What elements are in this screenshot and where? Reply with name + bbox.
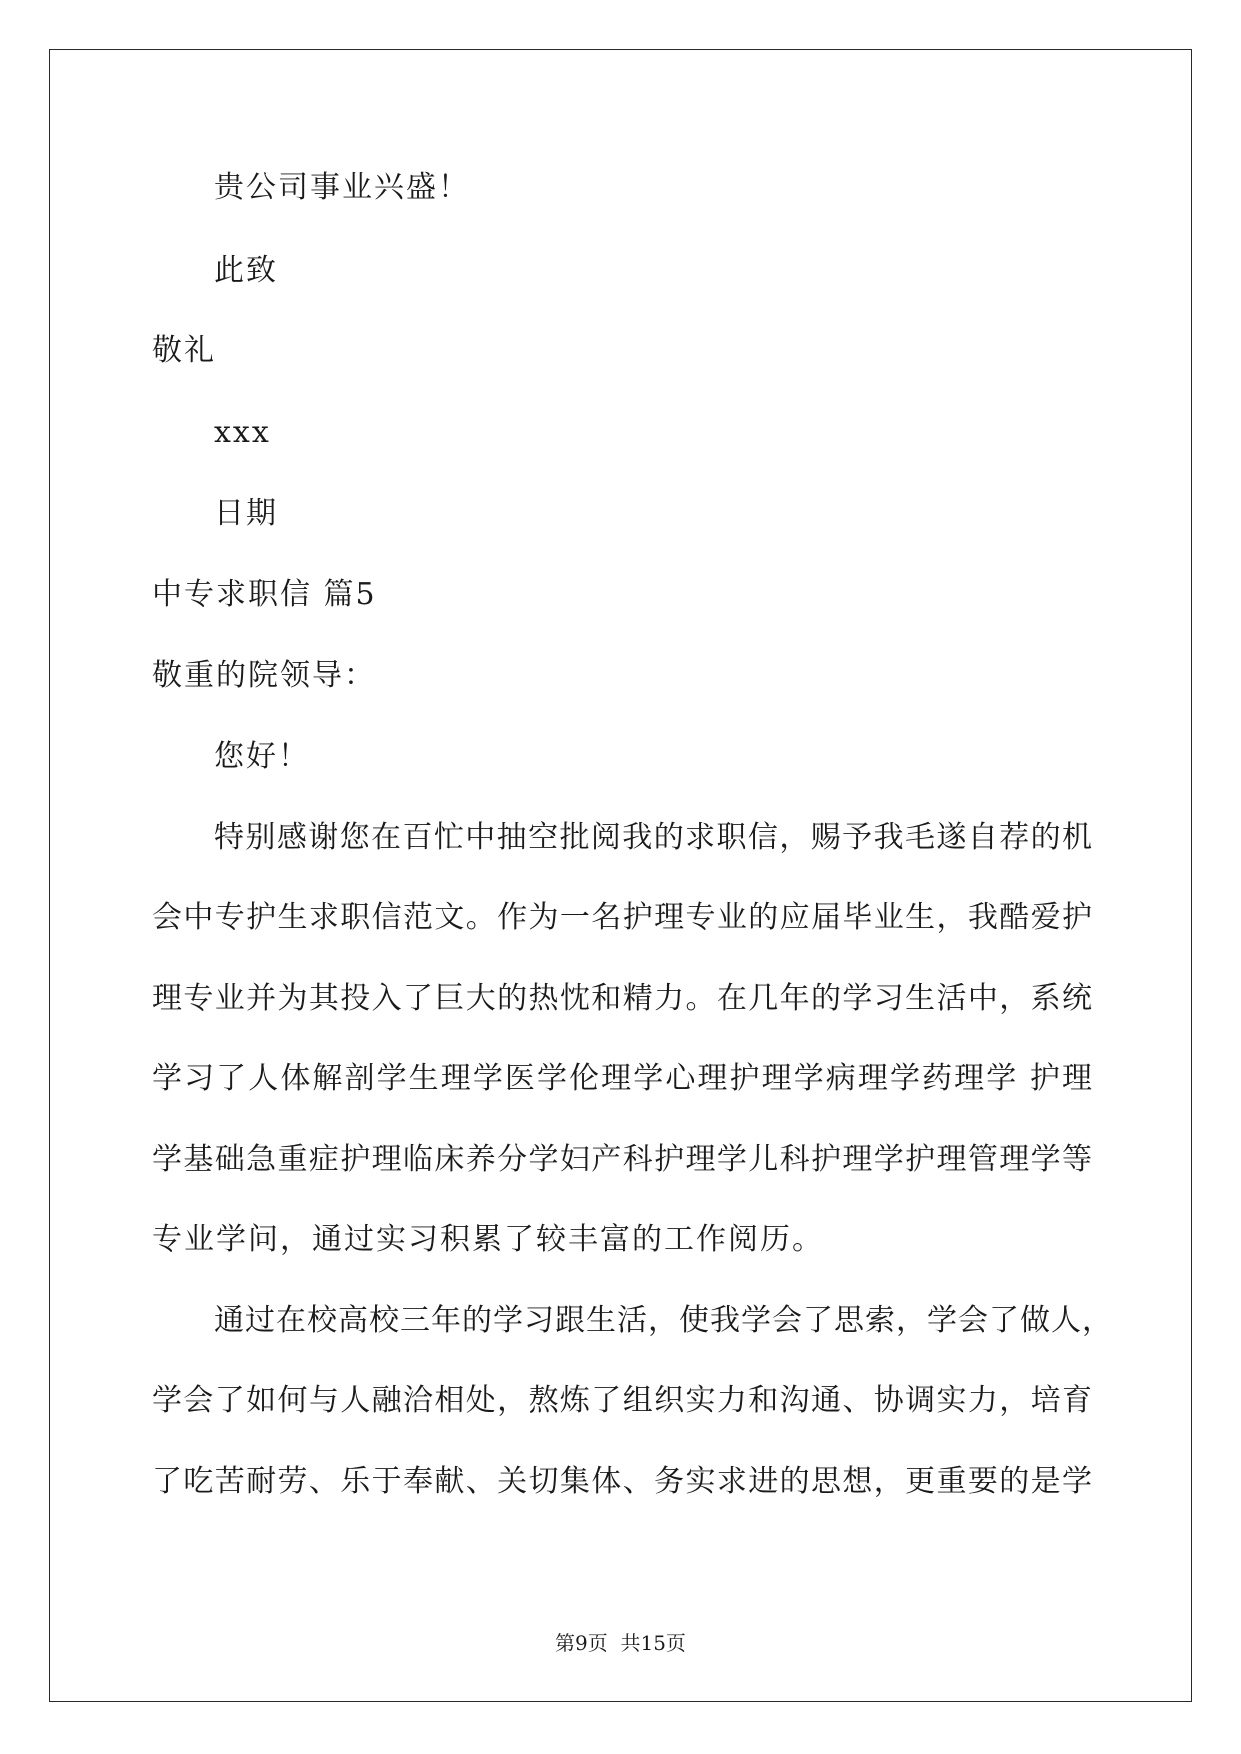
salutation-jingli: 敬礼 [152, 333, 216, 368]
paragraph-line: 通过在校高校三年的学习跟生活，使我学会了思索，学会了做人， [214, 1303, 1112, 1338]
letter-greeting: 敬重的院领导： [152, 658, 376, 693]
paragraph-line: 学习了人体解剖学生理学医学伦理学心理护理学病理学药理学 护理 [152, 1061, 1092, 1096]
letter-hello: 您好！ [214, 739, 310, 774]
paragraph-line: 会中专护生求职信范文。作为一名护理专业的应届毕业生，我酷爱护 [152, 900, 1092, 935]
paragraph-line: 理专业并为其投入了巨大的热忱和精力。在几年的学习生活中，系统 [152, 981, 1092, 1016]
paragraph-line: 学会了如何与人融洽相处，熬炼了组织实力和沟通、协调实力，培育 [152, 1383, 1092, 1418]
paragraph-line: 了吃苦耐劳、乐于奉献、关切集体、务实求进的思想，更重要的是学 [152, 1464, 1092, 1499]
paragraph-line: 特别感谢您在百忙中抽空批阅我的求职信，赐予我毛遂自荐的机 [214, 820, 1092, 855]
page-number-footer: 第9页 共15页 [555, 1631, 686, 1655]
signature-date: 日期 [214, 496, 278, 531]
salutation-cizhi: 此致 [214, 253, 278, 288]
paragraph-line: 学基础急重症护理临床养分学妇产科护理学儿科护理学护理管理学等 [152, 1142, 1092, 1177]
section-title: 中专求职信 篇5 [152, 577, 377, 612]
signature-name: xxx [214, 415, 271, 450]
paragraph-line: 专业学问，通过实习积累了较丰富的工作阅历。 [152, 1222, 824, 1257]
page-border [49, 49, 1192, 1702]
closing-wish: 贵公司事业兴盛！ [214, 170, 470, 205]
